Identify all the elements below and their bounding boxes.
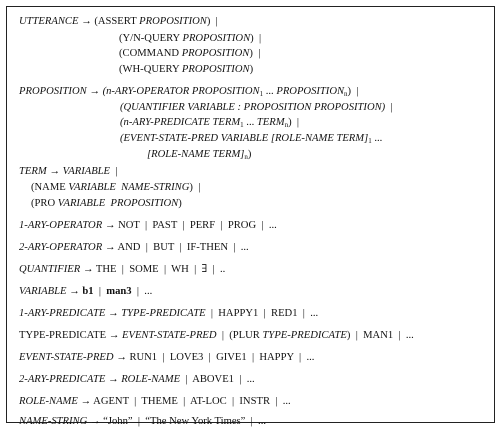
rule-text: → AND | BUT | IF-THEN | ... bbox=[102, 242, 249, 253]
rule-text: | bbox=[93, 286, 107, 297]
rule-text: | ... bbox=[131, 286, 153, 297]
rule-text: QUANTIFIER bbox=[19, 264, 81, 275]
grammar-line bbox=[120, 132, 382, 145]
rule-text: → THE | SOME | WH | ∃ | .. bbox=[80, 264, 226, 275]
grammar-line bbox=[19, 373, 255, 386]
rule-text: TYPE-PREDICATE bbox=[262, 330, 347, 341]
rule-text: ROLE-NAME bbox=[19, 396, 78, 407]
rule-text: [ROLE-NAME TERM] bbox=[147, 149, 245, 160]
rule-text: ) | bbox=[206, 16, 218, 27]
rule-text: | bbox=[110, 166, 118, 177]
subscript: n bbox=[344, 90, 348, 98]
grammar-line bbox=[147, 148, 251, 161]
grammar-line bbox=[19, 415, 266, 428]
rule-text: → RUN1 | LOVE3 | GIVE1 | HAPPY | ... bbox=[113, 352, 315, 363]
rule-text: ) bbox=[249, 64, 254, 75]
subscript: 1 bbox=[368, 137, 372, 145]
rule-text: PROPOSITION bbox=[182, 33, 251, 44]
grammar-line bbox=[119, 63, 253, 76]
rule-text: → bbox=[105, 308, 122, 319]
rule-text: (Y/N-QUERY bbox=[119, 33, 183, 44]
rule-text: man3 bbox=[106, 286, 132, 297]
grammar-line bbox=[19, 263, 225, 276]
rule-text: | HAPPY1 | RED1 | ... bbox=[205, 308, 319, 319]
subscript: 1 bbox=[259, 90, 264, 98]
rule-text: VARIABLE bbox=[19, 286, 67, 297]
grammar-line bbox=[119, 32, 261, 45]
rule-text: PROPOSITION bbox=[181, 48, 250, 59]
grammar-line bbox=[19, 241, 249, 254]
rule-text: ) | bbox=[189, 182, 201, 193]
grammar-line bbox=[19, 329, 414, 342]
rule-text: → NOT | PAST | PERF | PROG | ... bbox=[102, 220, 277, 231]
grammar-line bbox=[19, 395, 291, 408]
rule-text: ) | bbox=[250, 33, 262, 44]
grammar-line bbox=[19, 15, 218, 28]
rule-text: → bbox=[86, 86, 103, 97]
grammar-line bbox=[31, 197, 182, 210]
rule-text: PROPOSITION bbox=[139, 16, 207, 27]
rule-text: TERM bbox=[256, 117, 285, 128]
subscript: n bbox=[284, 121, 289, 129]
rule-text: VARIABLE PROPOSITION bbox=[57, 198, 179, 209]
rule-text: (ASSERT bbox=[94, 16, 140, 27]
grammar-line bbox=[19, 285, 152, 298]
rule-text: TYPE-PREDICATE bbox=[19, 330, 107, 341]
rule-text: (NAME bbox=[31, 182, 69, 193]
rule-text: (QUANTIFIER VARIABLE : PROPOSITION PROPOSITION) bbox=[120, 102, 386, 113]
grammar-box bbox=[6, 6, 495, 427]
rule-text: ) | bbox=[288, 117, 300, 128]
rule-text: ... bbox=[243, 117, 257, 128]
rule-text: UTTERANCE bbox=[19, 16, 79, 27]
subscript: 1 bbox=[240, 121, 244, 129]
grammar-line bbox=[19, 165, 117, 178]
rule-text: | bbox=[385, 102, 393, 113]
rule-text: → bbox=[78, 16, 95, 27]
rule-text: ) | bbox=[249, 48, 261, 59]
rule-text: TYPE-PREDICATE bbox=[121, 308, 206, 319]
grammar-line bbox=[19, 351, 314, 364]
rule-text: 1-ARY-OPERATOR bbox=[19, 220, 103, 231]
grammar-line bbox=[19, 219, 277, 232]
rule-text: → bbox=[66, 286, 83, 297]
rule-text: b1 bbox=[82, 286, 94, 297]
rule-text: PROPOSITION bbox=[19, 86, 87, 97]
grammar-line bbox=[120, 116, 299, 129]
rule-text: PROPOSITION bbox=[276, 86, 345, 97]
rule-text: → bbox=[105, 374, 122, 385]
rule-text: 1-ARY-PREDICATE bbox=[19, 308, 106, 319]
rule-text: VARIABLE NAME-STRING bbox=[68, 182, 190, 193]
rule-text: (WH-QUERY bbox=[119, 64, 182, 75]
rule-text: → bbox=[106, 330, 122, 341]
rule-text: ) | bbox=[347, 86, 359, 97]
rule-text: ROLE-NAME bbox=[121, 374, 181, 385]
rule-text: PROPOSITION bbox=[181, 64, 250, 75]
rule-text: 2-ARY-OPERATOR bbox=[19, 242, 103, 253]
rule-text: (COMMAND bbox=[119, 48, 182, 59]
rule-text: ) | MAN1 | ... bbox=[346, 330, 414, 341]
rule-text: EVENT-STATE-PRED bbox=[19, 352, 114, 363]
rule-text: (PRO bbox=[31, 198, 58, 209]
rule-text: ... bbox=[263, 86, 277, 97]
rule-text: 2-ARY-PREDICATE bbox=[19, 374, 106, 385]
rule-text: → AGENT | THEME | AT-LOC | INSTR | ... bbox=[77, 396, 291, 407]
rule-text: | (PLUR bbox=[216, 330, 263, 341]
rule-text: VARIABLE bbox=[62, 166, 111, 177]
grammar-line bbox=[119, 47, 260, 60]
grammar-line bbox=[31, 181, 200, 194]
rule-text: (EVENT-STATE-PRED VARIABLE [ROLE-NAME TERM] bbox=[120, 133, 369, 144]
grammar-line bbox=[120, 101, 393, 114]
rule-text: ) bbox=[178, 198, 182, 209]
rule-text: → bbox=[46, 166, 63, 177]
subscript: n bbox=[244, 153, 248, 161]
grammar-line bbox=[19, 307, 318, 320]
rule-text: → “John” | “The New York Times” | ... bbox=[87, 416, 267, 427]
rule-text: (n-ARY-OPERATOR PROPOSITION bbox=[102, 86, 260, 97]
rule-text: ) bbox=[247, 149, 252, 160]
rule-text: (n-ARY-PREDICATE TERM bbox=[120, 117, 241, 128]
grammar-line bbox=[19, 85, 359, 98]
rule-text: EVENT-STATE-PRED bbox=[122, 330, 217, 341]
rule-text: ... bbox=[371, 133, 383, 144]
rule-text: | ABOVE1 | ... bbox=[180, 374, 255, 385]
rule-text: TERM bbox=[19, 166, 47, 177]
rule-text: NAME-STRING bbox=[19, 416, 88, 427]
